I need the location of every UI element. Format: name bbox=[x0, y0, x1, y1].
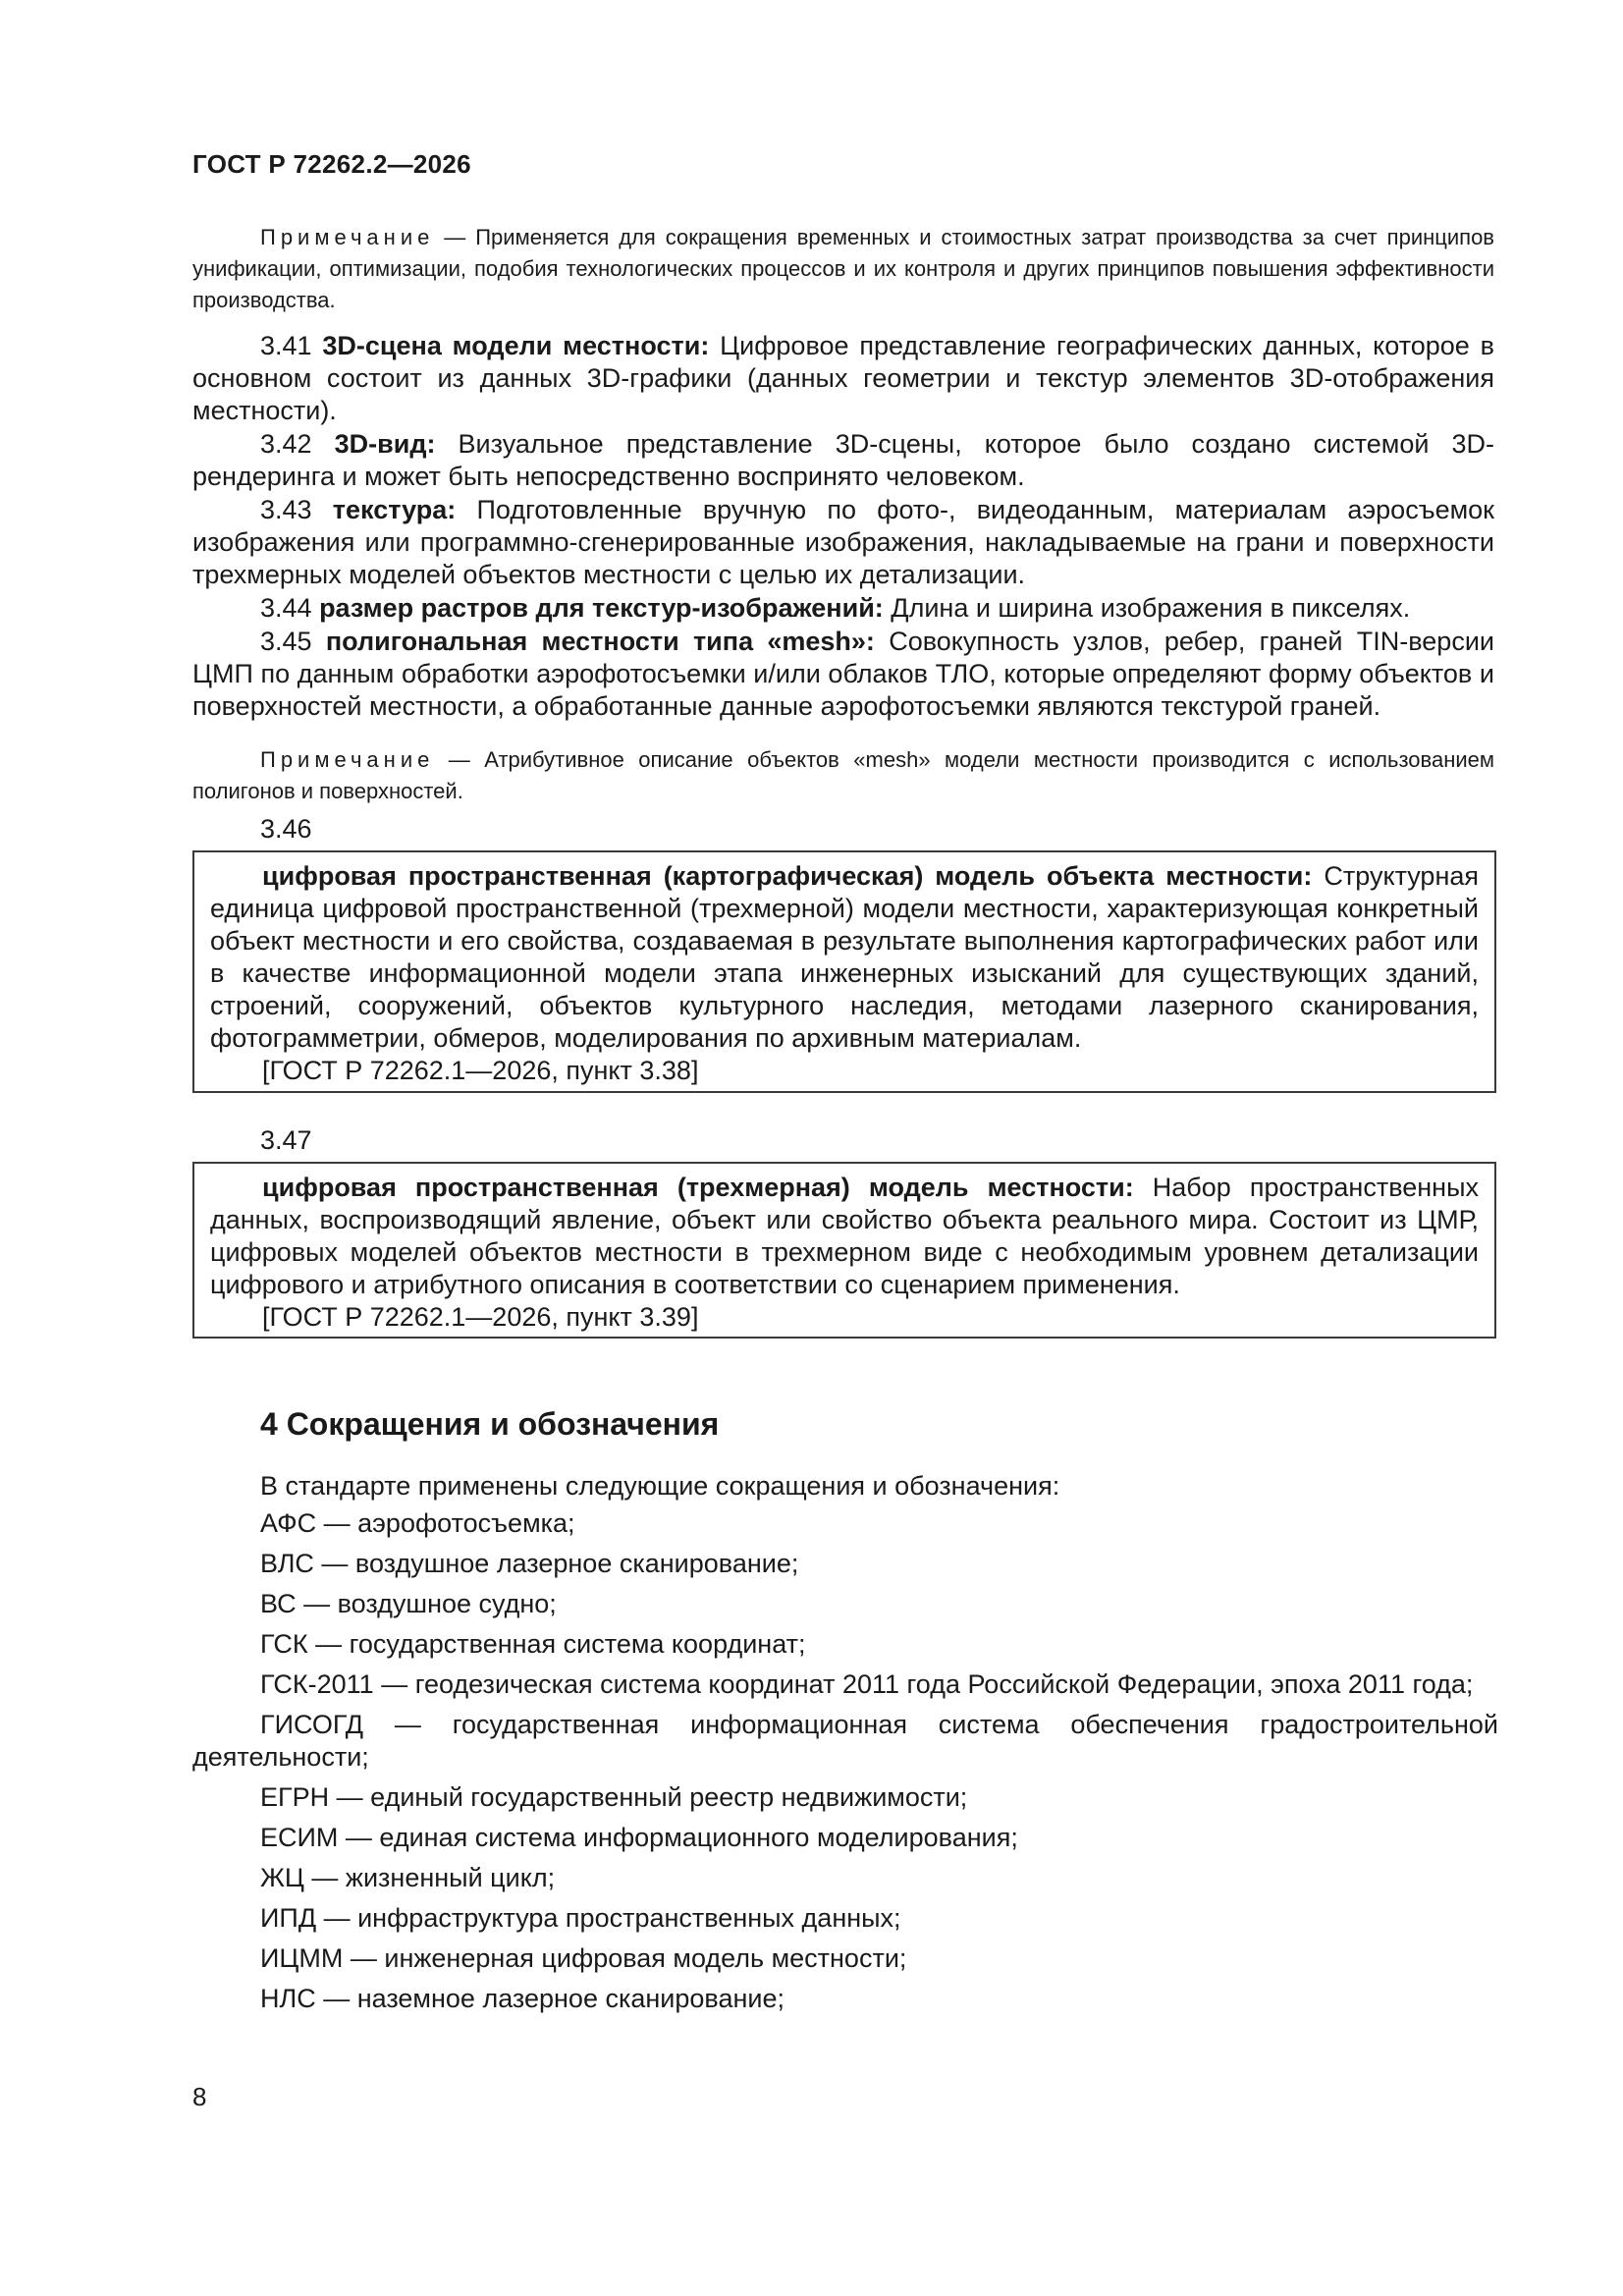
note-label: Примечание bbox=[260, 225, 435, 249]
term-box-body bbox=[210, 860, 1479, 1055]
page-number: 8 bbox=[192, 2082, 207, 2111]
section-heading: 4 Сокращения и обозначения bbox=[260, 1406, 720, 1442]
term-3-42 bbox=[192, 428, 1494, 493]
term-definition: Структурная единица цифровой пространственной (трехмерной) модели местности, характеризующая конкретный объект местности и его свойства, создаваемая в результате выполнения картографических работ или в качестве информационной модели этапа инженерных изысканий для существующих зданий, строений, сооружений, объектов культурного наследия, методами лазерного сканирования, фотограмметрии, обмеров, моделирования по архивным материалам. bbox=[210, 861, 1479, 1053]
list-item: ИПД — инфраструктура пространственных данных; bbox=[260, 1903, 901, 1933]
term-name: размер растров для текстур-изображений: bbox=[319, 593, 884, 623]
note-label: Примечание bbox=[260, 747, 435, 772]
term-number-3-46: 3.46 bbox=[260, 814, 312, 844]
abbreviations-intro: В стандарте применены следующие сокращения и обозначения: bbox=[260, 1471, 1060, 1501]
list-item: ГИСОГД — государственная информационная система обеспечения градостроительной деятельности; bbox=[192, 1710, 1498, 1772]
term-3-41 bbox=[192, 330, 1494, 427]
term-3-43 bbox=[192, 494, 1494, 591]
term-definition: Подготовленные вручную по фото-, видеоданным, материалам аэросъемок изображения или программно-сгенерированные изображения, накладываемые на грани и поверхности трехмерных моделей объектов местности с целью их детализации. bbox=[192, 495, 1494, 589]
term-name: полигональная местности типа «mesh»: bbox=[325, 627, 875, 656]
list-item: АФС — аэрофотосъемка; bbox=[260, 1508, 575, 1538]
list-item: ИЦММ — инженерная цифровая модель местности; bbox=[260, 1943, 907, 1973]
term-definition: Длина и ширина изображения в пикселях. bbox=[883, 593, 1411, 623]
term-source: [ГОСТ Р 72262.1—2026, пункт 3.38] bbox=[262, 1056, 699, 1085]
term-definition: Цифровое представление географических данных, которое в основном состоит из данных 3D-графики (данных геометрии и текстур элементов 3D-отображения местности). bbox=[192, 331, 1494, 425]
term-name: текстура: bbox=[332, 495, 457, 524]
term-box-body bbox=[210, 1172, 1479, 1301]
term-number: 3.41 bbox=[260, 331, 323, 360]
term-definition: Набор пространственных данных, воспроизводящий явление, объект или свойство объекта реального мира. Состоит из ЦМР, цифровых моделей объектов местности в трехмерном виде с необходимым уровнем детализации цифрового и атрибутного описания в соответствии со сценарием применения. bbox=[210, 1173, 1479, 1299]
term-name: 3D-вид: bbox=[334, 429, 436, 459]
term-box-3-47 bbox=[192, 1162, 1496, 1339]
term-definition: Совокупность узлов, ребер, граней TIN-версии ЦМП по данным обработки аэрофотосъемки и/или облаков ТЛО, которые определяют форму объектов и поверхностей местности, а обработанные данные аэрофотосъемки являются текстурой граней. bbox=[192, 627, 1494, 721]
list-item: ЕГРН — единый государственный реестр недвижимости; bbox=[260, 1782, 968, 1812]
list-item: ЕСИМ — единая система информационного моделирования; bbox=[260, 1823, 1018, 1852]
note-paragraph-1 bbox=[192, 222, 1494, 316]
term-source: [ГОСТ Р 72262.1—2026, пункт 3.39] bbox=[262, 1302, 699, 1332]
term-number: 3.44 bbox=[260, 593, 320, 623]
term-box-3-46 bbox=[192, 850, 1496, 1093]
term-number-3-47: 3.47 bbox=[260, 1125, 312, 1155]
term-name: цифровая пространственная (картографическая) модель объекта местности: bbox=[262, 861, 1313, 891]
term-number: 3.45 bbox=[260, 627, 326, 656]
note-text: — Атрибутивное описание объектов «mesh» модели местности производится с использованием полигонов и поверхностей. bbox=[192, 747, 1494, 803]
term-definition: Визуальное представление 3D-сцены, которое было создано системой 3D-рендеринга и может быть непосредственно воспринято человеком. bbox=[192, 429, 1494, 491]
term-name: 3D-сцена модели местности: bbox=[322, 331, 710, 360]
list-item: НЛС — наземное лазерное сканирование; bbox=[260, 1984, 784, 2013]
list-item: ГСК — государственная система координат; bbox=[260, 1629, 806, 1659]
term-3-45 bbox=[192, 626, 1494, 723]
list-item: ЖЦ — жизненный цикл; bbox=[260, 1863, 556, 1892]
document-code: ГОСТ Р 72262.2—2026 bbox=[192, 149, 471, 179]
list-item: ГСК-2011 — геодезическая система координат 2011 года Российской Федерации, эпоха 2011 года; bbox=[260, 1669, 1474, 1699]
list-item: ВЛС — воздушное лазерное сканирование; bbox=[260, 1549, 799, 1578]
note-paragraph-2 bbox=[192, 744, 1494, 807]
term-name: цифровая пространственная (трехмерная) модель местности: bbox=[262, 1173, 1134, 1202]
list-item: ВС — воздушное судно; bbox=[260, 1589, 557, 1618]
abbreviations-list bbox=[192, 1507, 1498, 2023]
note-text: — Применяется для сокращения временных и стоимостных затрат производства за счет принципов унификации, оптимизации, подобия технологических процессов и их контроля и других принципов повышения эффективности производства. bbox=[192, 225, 1494, 312]
term-number: 3.42 bbox=[260, 429, 335, 459]
term-number: 3.43 bbox=[260, 495, 333, 524]
term-3-44 bbox=[192, 592, 1494, 625]
